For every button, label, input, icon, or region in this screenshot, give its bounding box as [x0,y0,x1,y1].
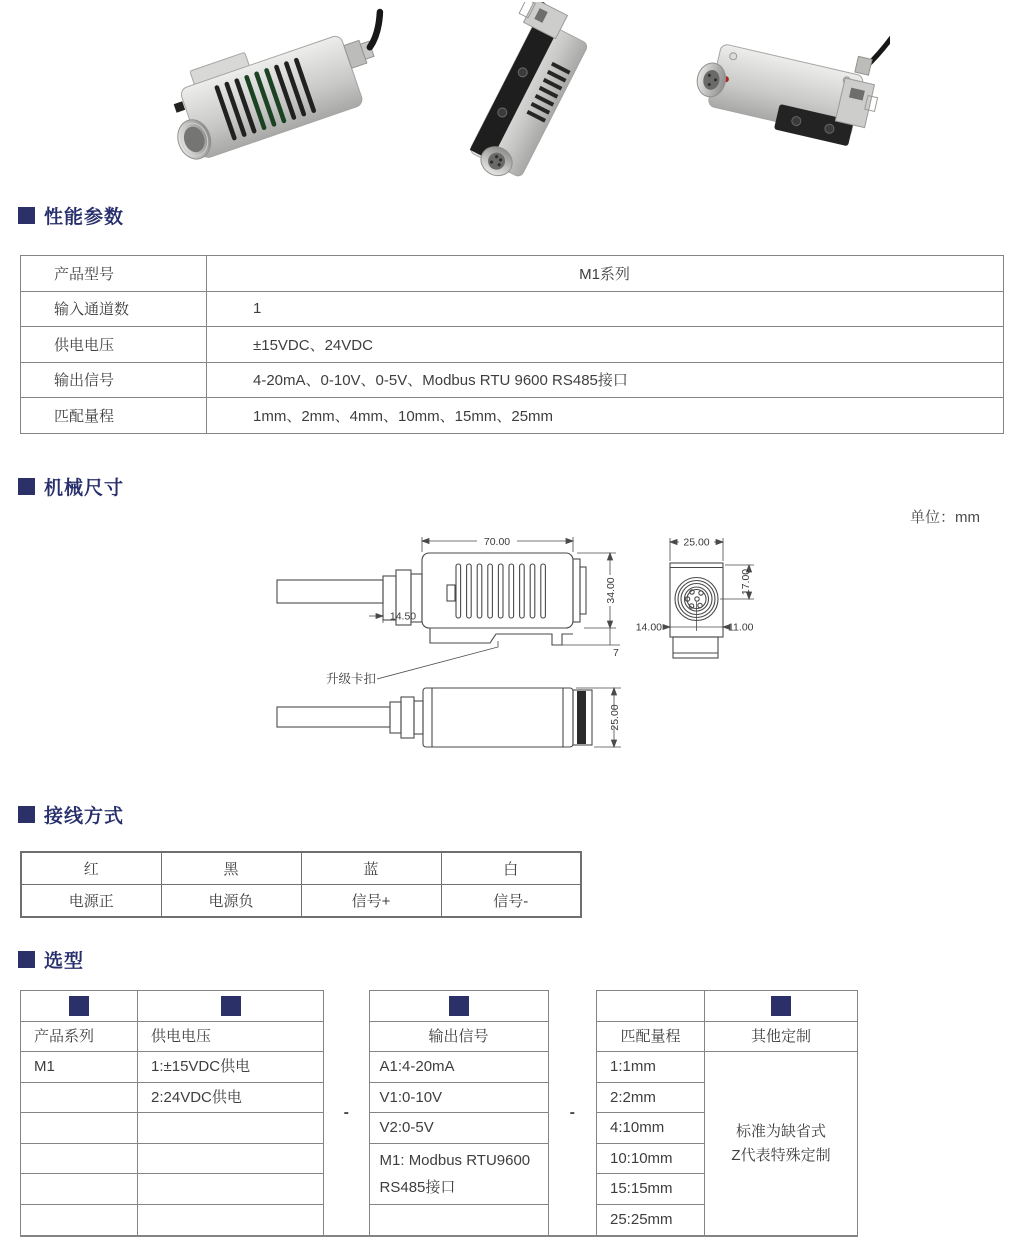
section-bullet-icon [18,806,35,823]
code-slot-row [138,991,323,1022]
option-cell: 2:24VDC供电 [138,1083,323,1114]
section-bullet-icon [18,207,35,224]
dim-side-height: 34.00 [605,577,617,604]
option-cell [138,1205,323,1235]
option-cell [21,1174,137,1205]
column-header: 产品系列 [21,1022,137,1052]
table-row [21,398,1004,434]
option-cell [21,1113,137,1144]
section-title: 性能参数 [44,207,125,228]
dim-front-right: 11.00 [728,621,754,634]
option-cell: 25:25mm [610,1210,673,1228]
ordering-column-output [370,991,548,1235]
code-slot-icon [221,996,241,1016]
code-slot-row [370,991,548,1022]
param-label: 输入通道数 [21,291,207,327]
option-cell [138,1174,323,1205]
section-header-dimensions [18,473,124,500]
code-separator [324,990,369,1237]
option-cell: 15:15mm [597,1174,704,1205]
side-view-drawing [277,553,586,645]
table-row [21,362,1004,398]
dim-side-clip: 7 [613,647,619,659]
option-cell: M1: Modbus RTU9600 RS485接口 [370,1144,548,1205]
unit-label: 单位：mm [910,509,980,526]
ordering-column-series [21,991,137,1235]
param-label: 产品型号 [21,256,207,292]
performance-table [20,255,1004,434]
clip-callout-label: 升级卡扣 [326,672,377,686]
table-row [21,327,1004,363]
table-row [21,291,1004,327]
wire-function: 电源负 [161,885,301,918]
separator-dash: - [343,1103,349,1121]
wire-function: 信号- [441,885,581,918]
table-row [21,885,581,918]
param-value: 1mm、2mm、4mm、10mm、15mm、25mm [207,398,1004,434]
custom-note-line: 标准为缺省式 [735,1122,826,1140]
ordering-column-voltage [137,991,323,1235]
section-header-wiring [18,801,124,828]
dim-front-width: 25.00 [683,536,710,549]
param-label: 匹配量程 [21,398,207,434]
option-cell [138,1144,323,1175]
param-value: ±15VDC、24VDC [207,327,1004,363]
column-header: 其他定制 [705,1022,857,1052]
code-slot-icon [771,996,791,1016]
cable [360,12,390,47]
product-photo-angle-view [452,2,602,192]
code-separator [549,990,596,1237]
ordering-group-output [369,990,549,1237]
param-value: M1系列 [207,256,1004,292]
table-row [21,256,1004,292]
option-cell: 4:10mm [597,1113,704,1144]
dim-top-height: 25.00 [609,704,621,731]
dim-side-gland: 14.50 [389,610,417,623]
option-cell: 2:2mm [597,1083,704,1114]
section-title: 接线方式 [44,806,125,827]
option-cell: A1:4-20mA [370,1052,548,1083]
section-title: 机械尺寸 [44,478,125,499]
custom-note [705,1052,857,1235]
side-view-dimensions [369,537,620,679]
wire-function: 信号+ [301,885,441,918]
column-header: 供电电压 [138,1022,323,1052]
code-slot-icon [449,996,469,1016]
ordering-group-range-custom [596,990,858,1237]
param-label: 供电电压 [21,327,207,363]
ordering-column-range [597,991,704,1235]
option-cell: 1:±15VDC供电 [138,1052,323,1083]
wire-color: 白 [441,852,581,885]
section-bullet-icon [18,478,35,495]
dim-front-vertical: 17.00 [740,568,752,596]
top-view-drawing [277,688,592,747]
section-bullet-icon [18,951,35,968]
wire-color: 红 [21,852,161,885]
option-cell: 1:1mm [597,1052,704,1083]
dim-side-width: 70.00 [483,536,511,548]
code-slot-row [705,991,857,1022]
option-cell [21,1083,137,1114]
option-cell [21,1144,137,1175]
param-label: 输出信号 [21,362,207,398]
section-title: 选型 [44,951,85,972]
cable-gland [855,56,872,75]
code-slot-icon [69,996,89,1016]
ordering-code-table [20,990,858,1237]
option-cell [21,1205,137,1235]
column-header: 匹配量程 [597,1022,704,1052]
wiring-table [20,851,582,918]
param-value: 4-20mA、0-10V、0-5V、Modbus RTU 9600 RS485接口 [207,362,1004,398]
product-photo-side-view [158,8,408,173]
section-header-selection [18,946,84,973]
option-cell: 10:10mm [597,1144,704,1175]
option-cell: V1:0-10V [370,1083,548,1114]
product-photo-mount-view [690,8,890,183]
wire-color: 黑 [161,852,301,885]
option-cell: V2:0-5V [370,1113,548,1144]
separator-dash: - [569,1103,575,1121]
table-row [21,852,581,885]
option-cell [138,1113,323,1144]
dim-front-left: 14.00 [635,621,662,634]
custom-note-line: Z代表特殊定制 [731,1146,831,1164]
wire-function: 电源正 [21,885,161,918]
code-slot-row [597,991,704,1022]
mechanical-drawing [0,528,1020,783]
code-slot-row [21,991,137,1022]
param-value: 1 [207,291,1004,327]
option-cell [370,1205,548,1235]
option-cell: M1 [21,1052,137,1083]
column-header: 输出信号 [370,1022,548,1052]
ordering-column-custom [704,991,857,1235]
wire-color: 蓝 [301,852,441,885]
section-header-performance [18,202,124,229]
ordering-group-series-voltage [20,990,324,1237]
